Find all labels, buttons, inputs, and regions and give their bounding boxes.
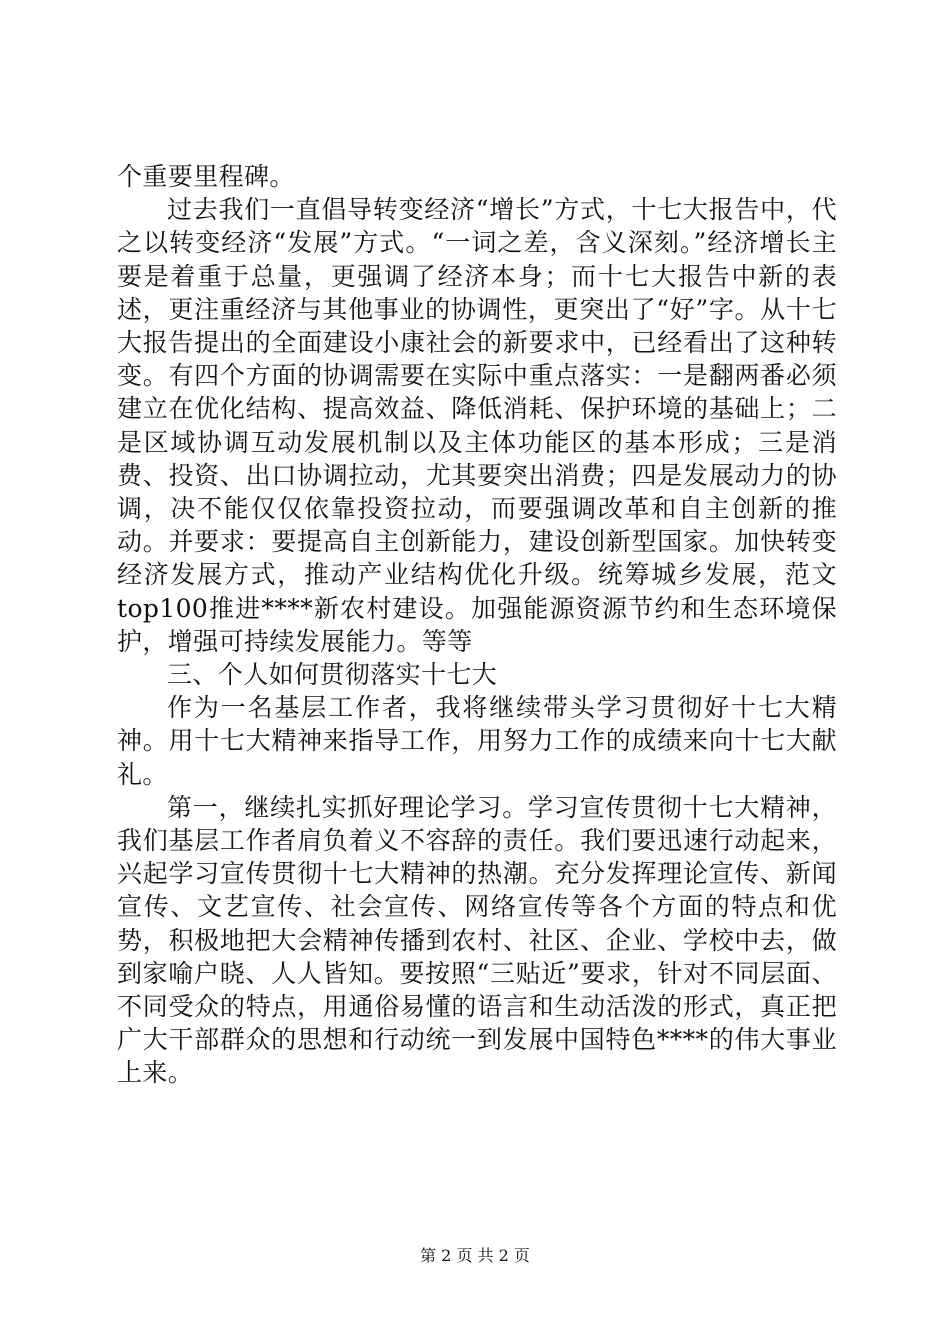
paragraph-grassroots-worker: 作为一名基层工作者，我将继续带头学习贯彻好十七大精神。用十七大精神来指导工作，用努力工作的成绩来向十七大献礼。 — [117, 693, 837, 789]
paragraph-economic-development: 过去我们一直倡导转变经济“增长”方式，十七大报告中，代之以转变经济“发展”方式。“一词之差，含义深刻。”经济增长主要是着重于总量，更强调了经济本身；而十七大报告中新的表述，更注重经济与其他事业的协调性，更突出了“好”字。从十七大报告提出的全面建设小康社会的新要求中，已经看出了这种转变。有四个方面的协调需要在实际中重点落实：一是翻两番必须建立在优化结构、提高效益、降低消耗、保护环境的基础上；二是区域协调互动发展机制以及主体功能区的基本形成；三是消费、投资、出口协调拉动，尤其要突出消费；四是发展动力的协调，决不能仅仅依靠投资拉动，而要强调改革和自主创新的推动。并要求：要提高自主创新能力，建设创新型国家。加快转变经济发展方式，推动产业结构优化升级。统筹城乡发展，范文top100推进****新农村建设。加强能源资源节约和生态环境保护，增强可持续发展能力。等等 — [117, 195, 837, 656]
page-footer: 第 2 页 共 2 页 — [420, 1246, 530, 1265]
paragraph-continuation: 个重要里程碑。 — [117, 162, 295, 191]
document-body — [117, 160, 837, 1090]
paragraph-theory-study: 第一，继续扎实抓好理论学习。学习宣传贯彻十七大精神，我们基层工作者肩负着义不容辞的责任。我们要迅速行动起来，兴起学习宣传贯彻十七大精神的热潮。充分发挥理论宣传、新闻宣传、文艺宣传、社会宣传、网络宣传等各个方面的特点和优势，积极地把大会精神传播到农村、社区、企业、学校中去，做到家喻户晓、人人皆知。要按照“三贴近”要求，针对不同层面、不同受众的特点，用通俗易懂的语言和生动活泼的形式，真正把广大干部群众的思想和行动统一到发展中国特色****的伟大事业上来。 — [117, 792, 837, 1088]
section-heading-three: 三、个人如何贯彻落实十七大 — [167, 660, 498, 690]
